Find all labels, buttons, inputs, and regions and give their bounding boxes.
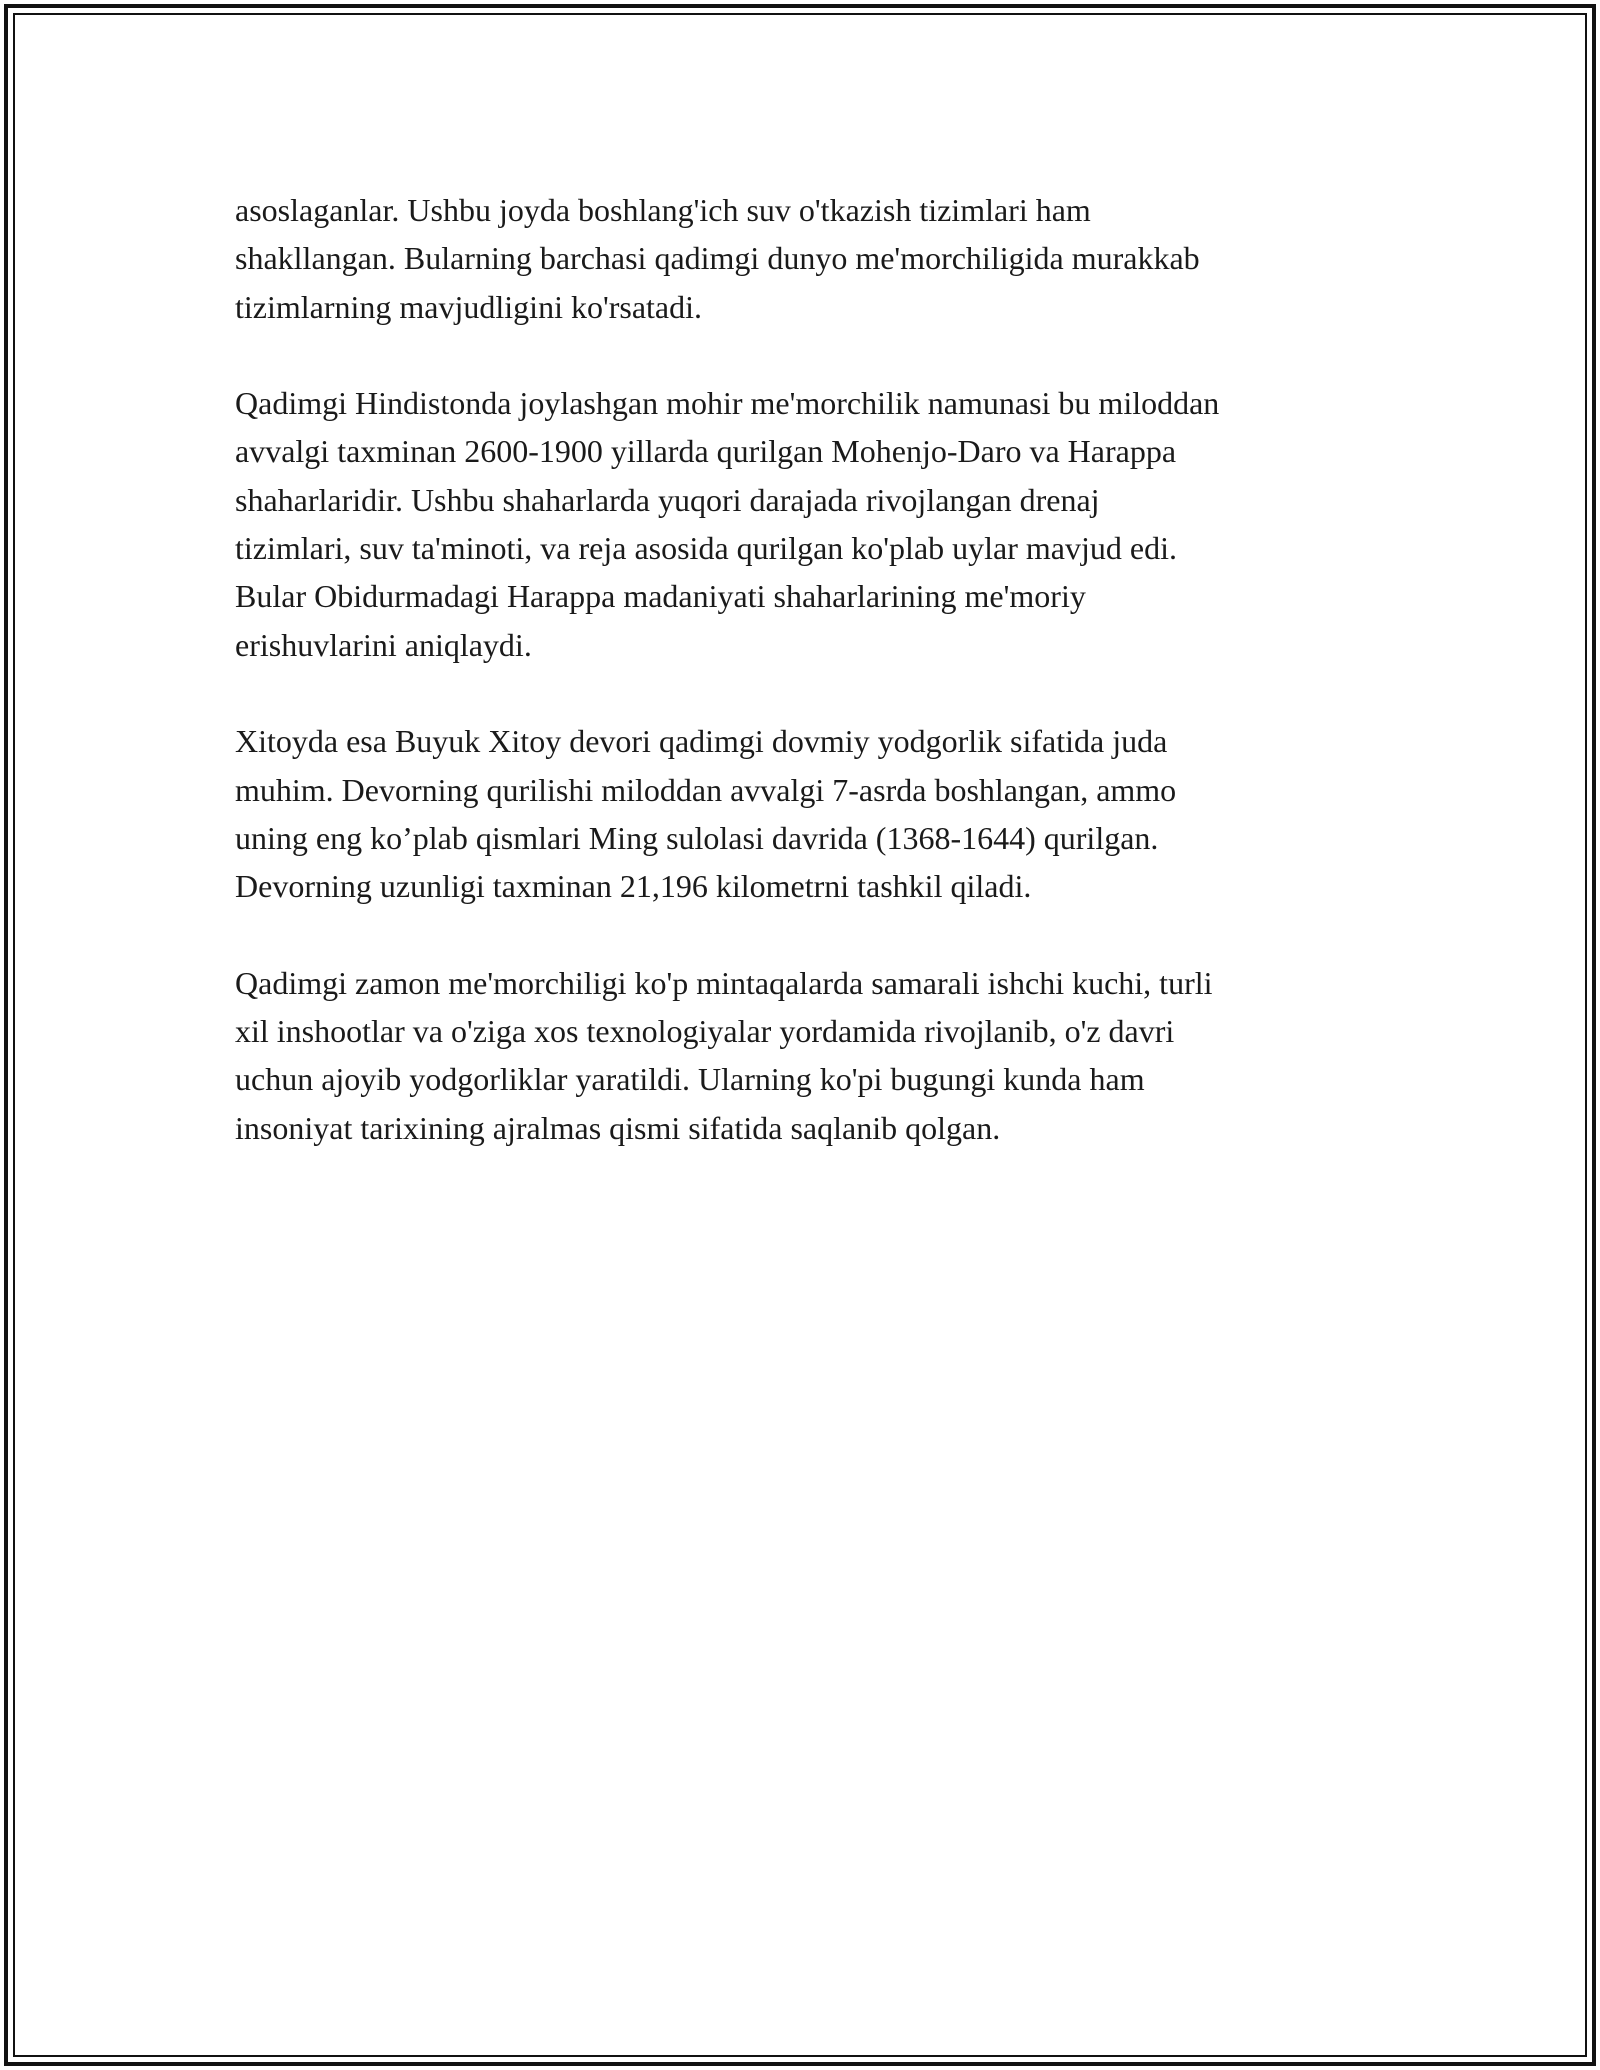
paragraph: Xitoyda esa Buyuk Xitoy devori qadimgi dovmiy yodgorlik sifatida juda muhim. Devorning qurilishi miloddan avvalgi 7-asrda boshlangan, ammo uning eng ko’plab qismlari Ming sulolasi davrida (1368-1644) qurilgan. Devorning uzunligi taxminan 21,196 kilometrni tashkil qiladi.	[235, 723, 1177, 905]
paragraph: Qadimgi zamon me'morchiligi ko'p mintaqalarda samarali ishchi kuchi, turli xil inshootlar va o'ziga xos texnologiyalar yordamida rivojlanib, o'z davri uchun ajoyib yodgorliklar yaratildi. Ularning ko'pi bugungi kunda ham insoniyat tarixining ajralmas qismi sifatida saqlanib qolgan.	[235, 964, 1213, 1146]
paragraph: asoslaganlar. Ushbu joyda boshlang'ich suv o'tkazish tizimlari ham shakllangan. Bularning barchasi qadimgi dunyo me'morchiligida murakkab tizimlarning mavjudligini ko'rsatadi.	[235, 192, 1200, 325]
document-body	[235, 186, 1385, 1200]
paragraph: Qadimgi Hindistonda joylashgan mohir me'morchilik namunasi bu miloddan avvalgi taxminan 2600-1900 yillarda qurilgan Mohenjo-Daro va Harappa shaharlaridir. Ushbu shaharlarda yuqori darajada rivojlangan drenaj tizimlari, suv ta'minoti, va reja asosida qurilgan ko'plab uylar mavjud edi. Bular Obidurmadagi Harappa madaniyati shaharlarining me'moriy erishuvlarini aniqlaydi.	[235, 385, 1220, 663]
